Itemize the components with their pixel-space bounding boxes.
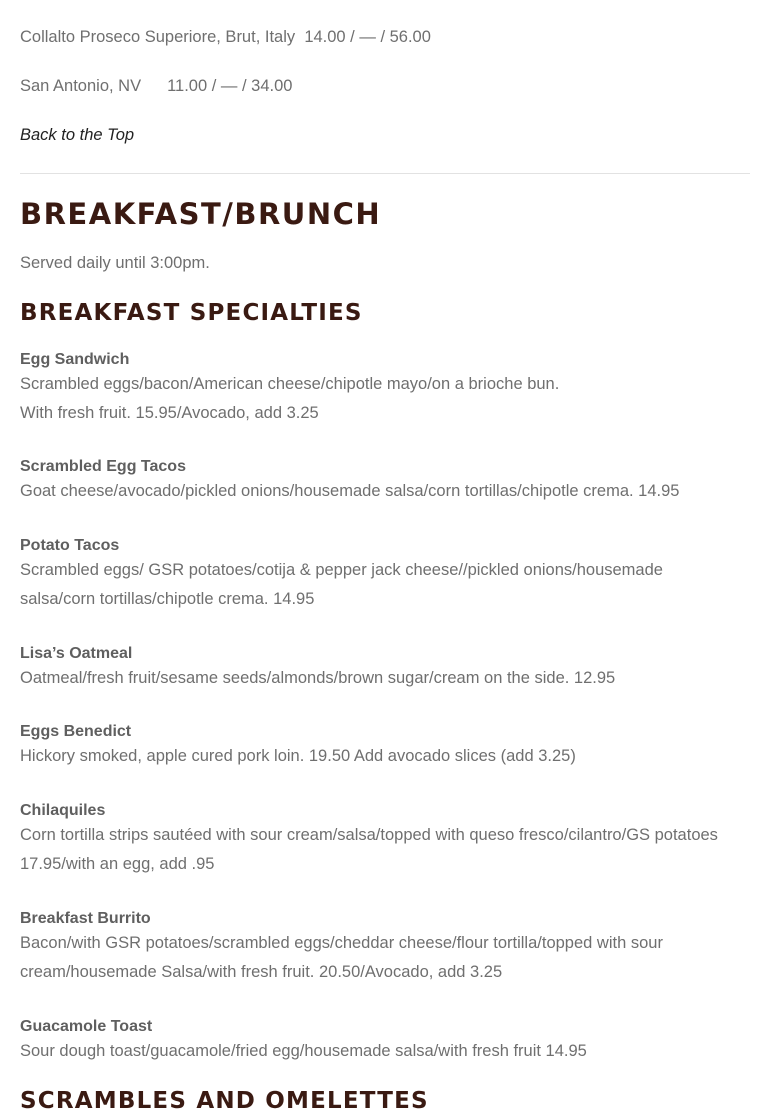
wine-price: 14.00 / — / 56.00: [304, 28, 431, 46]
description-line: Hickory smoked, apple cured pork loin. 19.50 Add avocado slices (add 3.25): [20, 747, 576, 765]
menu-item-name: Egg Sandwich: [20, 351, 130, 368]
menu-item-description: [20, 1037, 750, 1066]
menu-item: [20, 909, 750, 987]
menu-item-description: [20, 370, 750, 428]
wine-name: San Antonio, NV: [20, 77, 142, 95]
description-line: Goat cheese/avocado/pickled onions/housemade salsa/corn tortillas/chipotle crema. 14.95: [20, 482, 680, 500]
back-to-top-link[interactable]: Back to the Top: [20, 126, 135, 144]
description-line: Scrambled eggs/bacon/American cheese/chipotle mayo/on a brioche bun.: [20, 375, 560, 393]
menu-item-name: Chilaquiles: [20, 802, 106, 819]
next-section-title: SCRAMBLES AND OMELETTES: [20, 1088, 429, 1114]
description-line: With fresh fruit. 15.95/Avocado, add 3.25: [20, 404, 319, 422]
menu-item-name: Breakfast Burrito: [20, 910, 151, 927]
description-line: cream/housemade Salsa/with fresh fruit. 20.50/Avocado, add 3.25: [20, 963, 503, 981]
menu-item: [20, 536, 750, 614]
menu-item: [20, 722, 750, 771]
menu-item-name: Guacamole Toast: [20, 1018, 153, 1035]
menu-item-description: [20, 477, 750, 506]
description-line: Bacon/with GSR potatoes/scrambled eggs/cheddar cheese/flour tortilla/topped with sour: [20, 934, 663, 952]
menu-item: [20, 457, 750, 506]
menu-item-description: [20, 556, 750, 614]
menu-item-description: [20, 664, 750, 693]
wine-price: 11.00 / — / 34.00: [167, 77, 293, 95]
menu-item-description: [20, 821, 750, 879]
description-line: 17.95/with an egg, add .95: [20, 855, 215, 873]
menu-item-name: Eggs Benedict: [20, 723, 132, 740]
section-title: BREAKFAST/BRUNCH: [20, 197, 382, 231]
section-note: Served daily until 3:00pm.: [20, 254, 210, 272]
section-divider: [20, 173, 750, 174]
description-line: Sour dough toast/guacamole/fried egg/housemade salsa/with fresh fruit 14.95: [20, 1042, 587, 1060]
menu-item-name: Lisa’s Oatmeal: [20, 645, 133, 662]
menu-item: [20, 801, 750, 879]
menu-item-name: Potato Tacos: [20, 537, 120, 554]
wine-row: [20, 76, 292, 96]
wine-name: Collalto Proseco Superiore, Brut, Italy: [20, 28, 296, 46]
menu-item-description: [20, 742, 750, 771]
wine-row: [20, 27, 431, 47]
menu-item-name: Scrambled Egg Tacos: [20, 458, 186, 475]
menu-item: [20, 644, 750, 693]
description-line: Corn tortilla strips sautéed with sour cream/salsa/topped with queso fresco/cilantro/GS potatoes: [20, 826, 718, 844]
description-line: Oatmeal/fresh fruit/sesame seeds/almonds/brown sugar/cream on the side. 12.95: [20, 669, 616, 687]
description-line: Scrambled eggs/ GSR potatoes/cotija & pepper jack cheese//pickled onions/housemade: [20, 561, 663, 579]
subsection-title: BREAKFAST SPECIALTIES: [20, 300, 363, 326]
menu-item: [20, 1017, 750, 1066]
menu-item-description: [20, 929, 750, 987]
menu-item: [20, 350, 750, 428]
description-line: salsa/corn tortillas/chipotle crema. 14.95: [20, 590, 315, 608]
